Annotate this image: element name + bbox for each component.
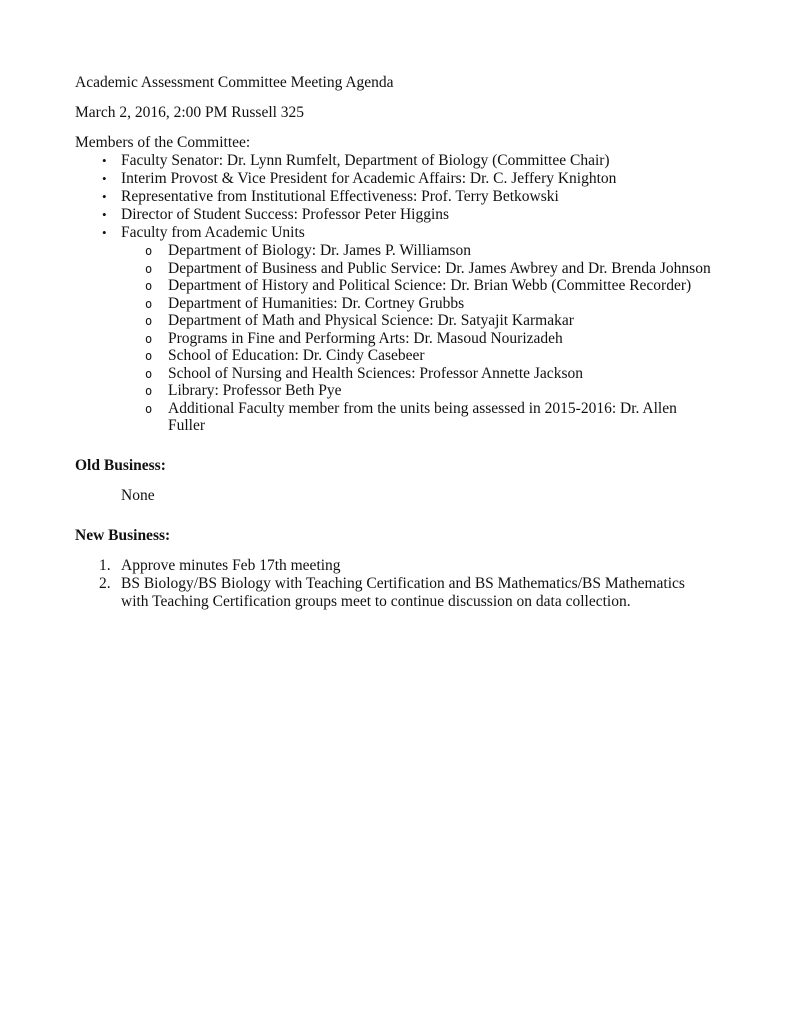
new-business-item xyxy=(75,575,715,611)
meeting-date-location: March 2, 2016, 2:00 PM Russell 325 xyxy=(75,104,305,121)
member-item xyxy=(75,224,715,435)
unit-item xyxy=(75,312,715,330)
circle-bullet-icon: o xyxy=(145,349,153,363)
academic-units-list xyxy=(121,242,715,435)
unit-text: Department of Humanities: Dr. Cortney Grubbs xyxy=(168,294,465,312)
unit-text: Programs in Fine and Performing Arts: Dr. Masoud Nourizadeh xyxy=(168,329,563,347)
new-business-text: Approve minutes Feb 17th meeting xyxy=(121,556,341,574)
unit-text: School of Education: Dr. Cindy Casebeer xyxy=(168,347,425,364)
circle-bullet-icon: o xyxy=(145,384,153,398)
bullet-icon: • xyxy=(102,207,107,222)
bullet-icon: • xyxy=(102,225,107,240)
member-item xyxy=(75,152,715,170)
circle-bullet-icon: o xyxy=(145,314,153,328)
member-item xyxy=(75,188,715,206)
new-business-list xyxy=(75,557,715,611)
item-number: 2. xyxy=(99,574,111,592)
unit-text: Department of Math and Physical Science: Dr. Satyajit Karmakar xyxy=(168,312,574,329)
unit-item xyxy=(75,277,715,295)
unit-text: Department of History and Political Science: Dr. Brian Webb (Committee Recorder) xyxy=(168,277,692,294)
circle-bullet-icon: o xyxy=(145,244,153,258)
bullet-icon: • xyxy=(102,189,107,204)
new-business-text: BS Biology/BS Biology with Teaching Certification and BS Mathematics/BS Mathematics with Teaching Certification groups meet to continue discussion on data collection. xyxy=(121,574,685,610)
unit-text: School of Nursing and Health Sciences: Professor Annette Jackson xyxy=(168,364,583,382)
circle-bullet-icon: o xyxy=(145,331,153,346)
circle-bullet-icon: o xyxy=(145,261,153,276)
unit-item xyxy=(75,382,715,400)
unit-text: Library: Professor Beth Pye xyxy=(168,382,342,399)
bullet-icon: • xyxy=(102,171,107,186)
member-text: Faculty from Academic Units xyxy=(121,224,305,241)
members-heading: Members of the Committee: xyxy=(75,134,251,151)
old-business-value: None xyxy=(121,486,155,504)
unit-text: Additional Faculty member from the units being assessed in 2015-2016: Dr. Allen Fuller xyxy=(168,399,677,434)
unit-item xyxy=(75,242,715,260)
circle-bullet-icon: o xyxy=(145,279,153,293)
agenda-document xyxy=(75,74,715,611)
circle-bullet-icon: o xyxy=(145,366,153,381)
member-item xyxy=(75,206,715,224)
unit-item xyxy=(75,365,715,383)
new-business-item xyxy=(75,557,715,575)
member-text: Faculty Senator: Dr. Lynn Rumfelt, Department of Biology (Committee Chair) xyxy=(121,152,610,169)
unit-item xyxy=(75,400,715,435)
member-text: Interim Provost & Vice President for Academic Affairs: Dr. C. Jeffery Knighton xyxy=(121,170,617,187)
agenda-title: Academic Assessment Committee Meeting Agenda xyxy=(75,74,394,91)
bullet-icon: • xyxy=(102,153,107,168)
member-text: Director of Student Success: Professor Peter Higgins xyxy=(121,206,450,223)
unit-text: Department of Business and Public Service: Dr. James Awbrey and Dr. Brenda Johnson xyxy=(168,259,711,277)
item-number: 1. xyxy=(99,556,111,574)
new-business-heading: New Business: xyxy=(75,526,171,544)
circle-bullet-icon: o xyxy=(145,296,153,311)
member-item xyxy=(75,170,715,188)
unit-item xyxy=(75,295,715,313)
members-list xyxy=(75,152,715,435)
unit-item xyxy=(75,347,715,365)
old-business-heading: Old Business: xyxy=(75,456,166,474)
unit-item xyxy=(75,260,715,278)
circle-bullet-icon: o xyxy=(145,401,153,416)
member-text: Representative from Institutional Effectiveness: Prof. Terry Betkowski xyxy=(121,188,559,205)
unit-item xyxy=(75,330,715,348)
unit-text: Department of Biology: Dr. James P. Williamson xyxy=(168,242,472,259)
